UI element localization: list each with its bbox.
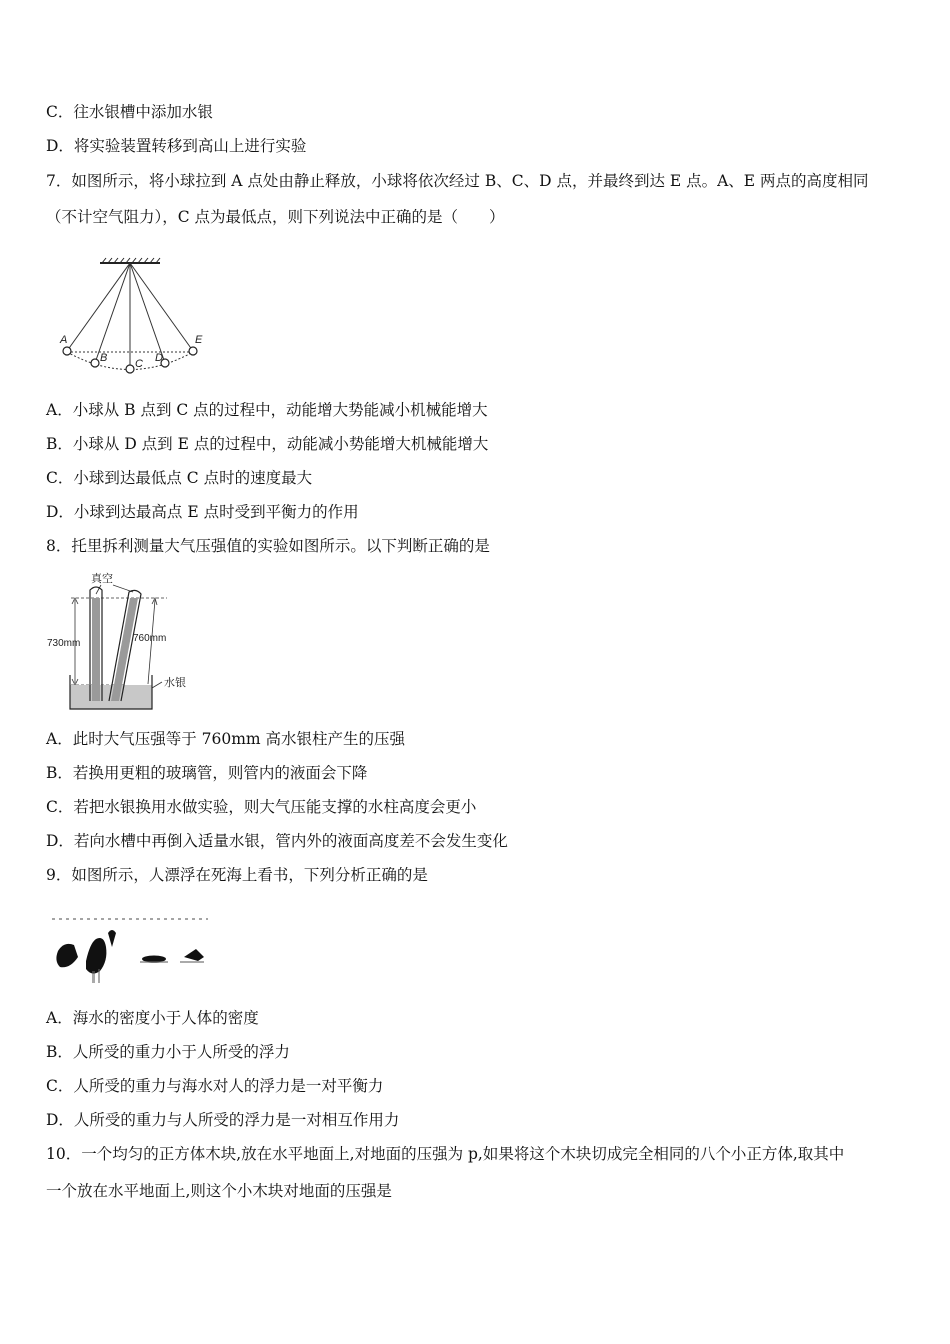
height-label-right: 760mm xyxy=(133,633,167,644)
pendulum-support xyxy=(100,258,160,263)
q7-stem-line-2: （不计空气阻力），C 点为最低点，则下列说法中正确的是（ ） xyxy=(46,208,505,226)
q8-option-c: C．若把水银换用水做实验，则大气压能支撑的水柱高度会更小 xyxy=(46,798,477,816)
pendulum-figure xyxy=(55,255,215,380)
q9-option-b: B．人所受的重力小于人所受的浮力 xyxy=(46,1043,290,1061)
label-d: D xyxy=(155,352,163,364)
q8-option-a: A．此时大气压强等于 760mm 高水银柱产生的压强 xyxy=(46,730,406,748)
q9-stem: 9．如图所示，人漂浮在死海上看书，下列分析正确的是 xyxy=(46,866,428,884)
label-e: E xyxy=(195,334,203,346)
pendulum-strings xyxy=(67,263,193,369)
label-b: B xyxy=(100,352,108,364)
q6-option-c: C．往水银槽中添加水银 xyxy=(46,103,213,121)
ball-b xyxy=(91,359,99,367)
tilted-tube xyxy=(109,590,141,701)
floating-person-silhouette xyxy=(56,930,204,974)
q7-option-b: B．小球从 D 点到 E 点的过程中，动能减小势能增大机械能增大 xyxy=(46,435,489,453)
q8-option-d: D．若向水槽中再倒入适量水银，管内外的液面高度差不会发生变化 xyxy=(46,832,508,850)
ball-a xyxy=(63,347,71,355)
q7-option-d: D．小球到达最高点 E 点时受到平衡力的作用 xyxy=(46,503,359,521)
q8-option-b: B．若换用更粗的玻璃管，则管内的液面会下降 xyxy=(46,764,368,782)
q9-option-c: C．人所受的重力与海水对人的浮力是一对平衡力 xyxy=(46,1077,384,1095)
mercury-label: 水银 xyxy=(164,677,186,689)
q9-option-d: D．人所受的重力与人所受的浮力是一对相互作用力 xyxy=(46,1111,400,1129)
dead-sea-photo xyxy=(50,913,212,985)
q9-option-a: A．海水的密度小于人体的密度 xyxy=(46,1009,259,1027)
q10-stem-line-1: 10．一个均匀的正方体木块,放在水平地面上,对地面的压强为 p,如果将这个木块切成完全相同的八个小正方体,取其中 xyxy=(46,1145,845,1163)
label-a: A xyxy=(60,334,68,346)
vacuum-label: 真空 xyxy=(91,573,113,585)
q7-option-c: C．小球到达最低点 C 点时的速度最大 xyxy=(46,469,313,487)
q8-stem: 8．托里拆利测量大气压强值的实验如图所示。以下判断正确的是 xyxy=(46,537,490,555)
vertical-tube xyxy=(90,587,102,701)
torricelli-figure xyxy=(45,568,205,716)
ball-c xyxy=(126,365,134,373)
q10-stem-line-2: 一个放在水平地面上,则这个小木块对地面的压强是 xyxy=(46,1182,392,1200)
height-label-left: 730mm xyxy=(47,638,81,649)
ball-e xyxy=(189,347,197,355)
q7-option-a: A．小球从 B 点到 C 点的过程中，动能增大势能减小机械能增大 xyxy=(46,401,488,419)
q7-stem-line-1: 7．如图所示，将小球拉到 A 点处由静止释放，小球将依次经过 B、C、D 点，并最终到达 E 点。A、E 两点的高度相同 xyxy=(46,172,869,190)
q6-option-d: D．将实验装置转移到高山上进行实验 xyxy=(46,137,307,155)
label-c: C xyxy=(135,358,143,370)
